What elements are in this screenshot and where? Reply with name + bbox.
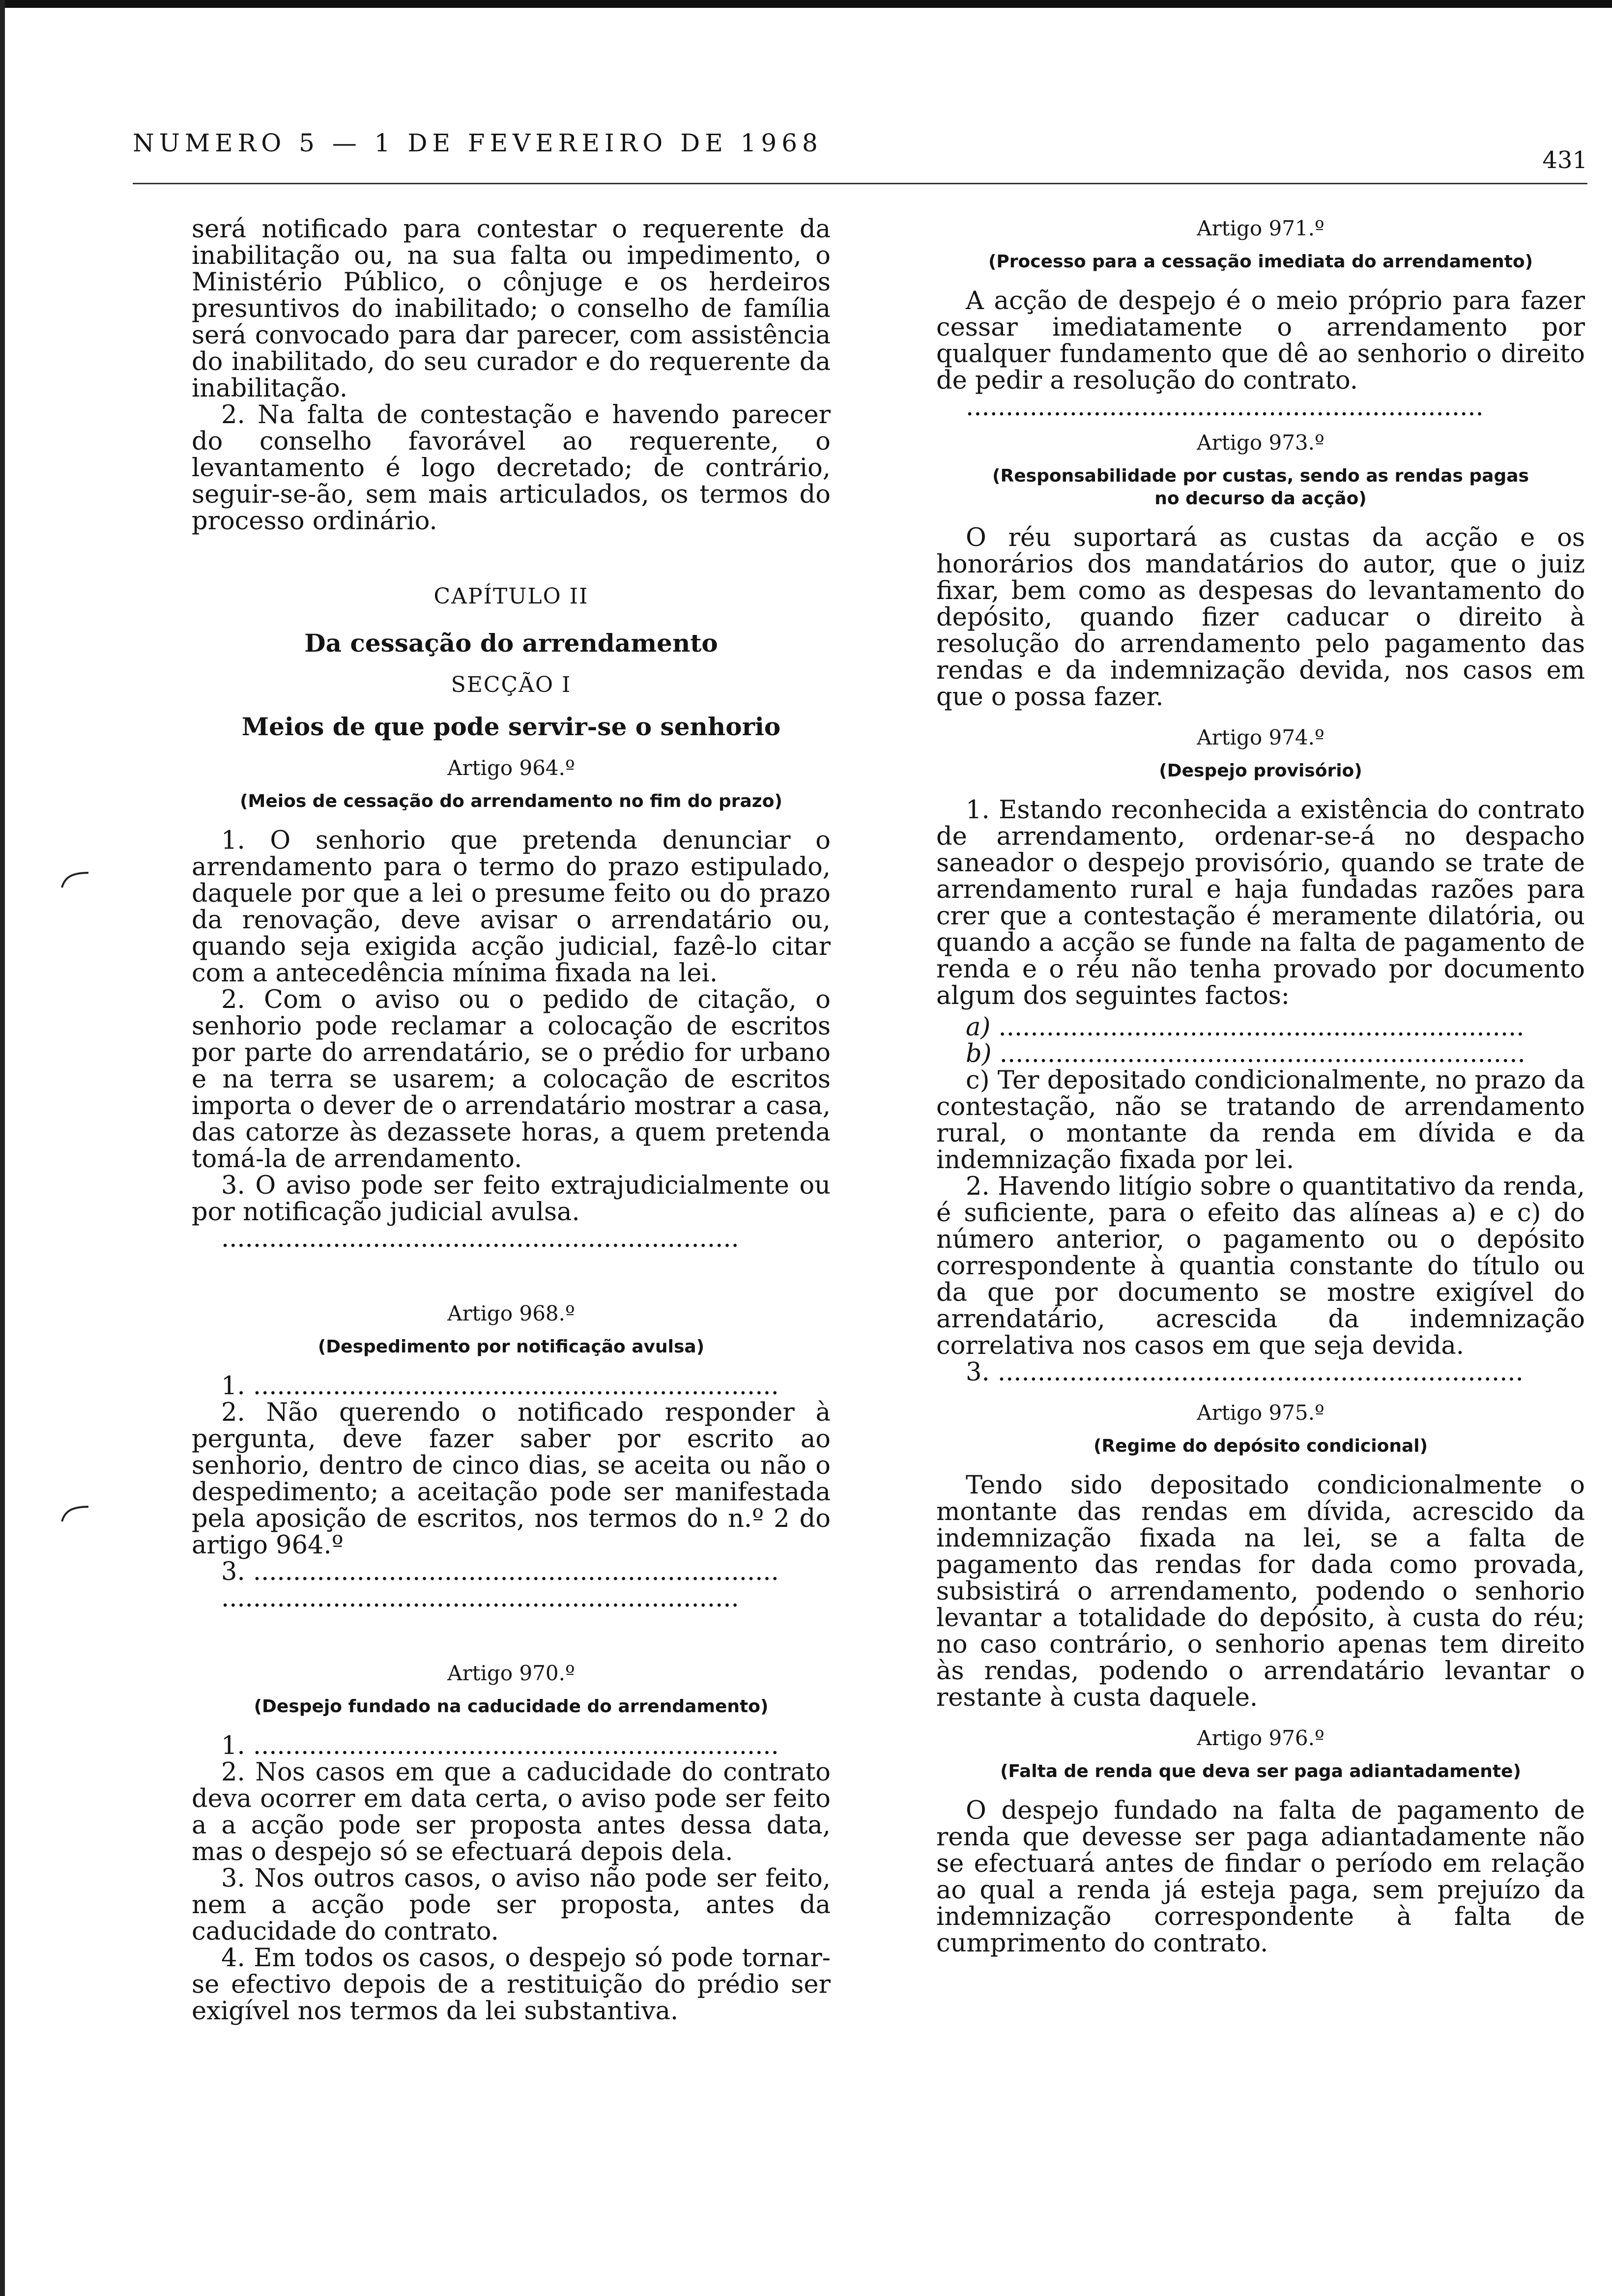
article-974-rubric: (Despejo provisório) — [1159, 761, 1362, 781]
item-number: 1. — [221, 1733, 245, 1759]
article-970-item-1: 1. .................................................................. — [192, 1733, 831, 1759]
article-968-label: Artigo 968.º — [447, 1301, 575, 1325]
article-976-rubric: (Falta de renda que deva ser paga adiantadamente) — [1000, 1761, 1521, 1781]
article-964-label: Artigo 964.º — [447, 756, 575, 780]
article-971-label: Artigo 971.º — [1197, 216, 1324, 240]
right-column — [936, 216, 1585, 1957]
article-970-paragraph-3: 3. Nos outros casos, o aviso não pode ser feito, nem a acção pode ser proposta, antes da caducidade do contrato. — [192, 1864, 831, 1946]
page-number: 431 — [1542, 146, 1587, 174]
header-rule — [133, 183, 1587, 184]
article-968-item-3: 3. .................................................................. — [192, 1559, 831, 1585]
omission-dots: ................................................................. — [966, 394, 1484, 421]
omission-dots: ................................................................. — [221, 1226, 739, 1252]
article-974-item-a: a) .................................................................. — [936, 1014, 1585, 1041]
item-number: 3. — [221, 1559, 245, 1585]
left-column — [192, 216, 831, 2025]
item-letter: b) — [966, 1041, 992, 1067]
article-970-rubric: (Despejo fundado na caducidade do arrendamento) — [254, 1696, 769, 1717]
article-970-paragraph-4: 4. Em todos os casos, o despejo só pode tornar-se efectivo depois de a restituição do prédio ser exigível nos termos da lei substantiva. — [192, 1944, 831, 2026]
article-971-rubric: (Processo para a cessação imediata do arrendamento) — [988, 252, 1533, 272]
article-964-rubric: (Meios de cessação do arrendamento no fim do prazo) — [240, 791, 782, 811]
article-974-item-3: 3. .................................................................. — [936, 1359, 1585, 1386]
section-label: SECÇÃO I — [451, 672, 572, 697]
article-976-paragraph-1: O despejo fundado na falta de pagamento de renda que devesse ser paga adiantadamente não se efectuará antes de findar o período em relação ao qual a renda já esteja paga, sem prejuízo da indemnização correspondente à falta de cumprimento do contrato. — [936, 1796, 1585, 1958]
article-964-paragraph-2: 2. Com o aviso ou o pedido de citação, o senhorio pode reclamar a colocação de escritos por parte do arrendatário, se o prédio for urbano e na terra se usarem; a colocação de escritos importa o dever de o arrendatário mostrar a casa, das catorze às dezassete horas, a quem pretenda tomá-la de arrendamento. — [192, 985, 831, 1174]
intro-paragraph-2: 2. Na falta de contestação e havendo parecer do conselho favorável ao requerente, o levantamento é logo decretado; de contrário, seguir-se-ão, sem mais articulados, os termos do processo ordinário. — [192, 401, 831, 536]
article-975-paragraph-1: Tendo sido depositado condicionalmente o montante das rendas em dívida, acrescido da indemnização fixada na lei, se a falta de pagamento das rendas for dada como provada, subsistirá o arrendamento, podendo o senhorio levantar a totalidade do depósito, à custa do réu; no caso contrário, o senhorio apenas tem direito às rendas, podendo o arrendatário levantar o restante à custa daquele. — [936, 1471, 1585, 1712]
article-975-rubric: (Regime do depósito condicional) — [1093, 1436, 1428, 1456]
section-title: Meios de que pode servir-se o senhorio — [241, 712, 781, 741]
article-974-item-b: b) .................................................................. — [936, 1041, 1585, 1067]
item-number: 1. — [221, 1373, 245, 1400]
chapter-label: CAPÍTULO II — [433, 584, 589, 609]
article-974-item-c: c) Ter depositado condicionalmente, no prazo da contestação, não se tratando de arrendamento rural, o montante da renda em dívida e da indemnização fixada por lei. — [936, 1066, 1585, 1175]
issue-title: NUMERO 5 — 1 DE FEVEREIRO DE 1968 — [133, 129, 823, 157]
article-974-label: Artigo 974.º — [1197, 725, 1324, 749]
article-971-paragraph-1: A acção de despejo é o meio próprio para fazer cessar imediatamente o arrendamento por qualquer fundamento que dê ao senhorio o direito de pedir a resolução do contrato. — [936, 287, 1585, 395]
item-letter: a) — [966, 1014, 991, 1041]
article-964-paragraph-1: 1. O senhorio que pretenda denunciar o arrendamento para o termo do prazo estipulado, daquele por que a lei o presume feito ou do prazo da renovação, deve avisar o arrendatário ou, quando seja exigida acção judicial, fazê-lo citar com a antecedência mínima fixada na lei. — [192, 826, 831, 988]
article-973-paragraph-1: O réu suportará as custas da acção e os honorários dos mandatários do autor, que o juiz fixar, bem como as despesas do levantamento do depósito, quando fizer caducar o direito à resolução do arrendamento pelo pagamento das rendas e da indemnização devida, nos casos em que o possa fazer. — [936, 523, 1585, 712]
article-973-rubric-line-1: (Responsabilidade por custas, sendo as rendas pagas — [992, 466, 1529, 486]
article-974-paragraph-2: 2. Havendo litígio sobre o quantitativo da renda, é suficiente, para o efeito das alíneas a) e c) do número anterior, o pagamento ou o depósito correspondente à quantia constante do título ou da que por documento se mostre exigível do arrendatário, acrescida da indemnização correlativa nos casos em que seja devida. — [936, 1172, 1585, 1360]
intro-paragraph-1: será notificado para contestar o requerente da inabilitação ou, na sua falta ou impedimento, o Ministério Público, o cônjuge e os herdeiros presuntivos do inabilitado; o conselho de família será convocado para dar parecer, com assistência do inabilitado, do seu curador e do requerente da inabilitação. — [192, 215, 831, 403]
article-973-rubric-line-2: no decurso da acção) — [1154, 488, 1367, 509]
scan-left-border — [0, 0, 5, 2296]
page-header — [133, 129, 1592, 173]
omission-dots: ................................................................. — [221, 1585, 739, 1612]
article-973-label: Artigo 973.º — [1197, 430, 1324, 455]
article-968-paragraph-2: 2. Não querendo o notificado responder à pergunta, deve fazer saber por escrito ao senhorio, dentro de cinco dias, se aceita ou não o despedimento; a aceitação pode ser manifestada pela aposição de escritos, nos termos do n.º 2 do artigo 964.º — [192, 1398, 831, 1560]
article-968-item-1: 1. .................................................................. — [192, 1373, 831, 1400]
article-975-label: Artigo 975.º — [1197, 1401, 1324, 1425]
article-974-paragraph-1: 1. Estando reconhecida a existência do contrato de arrendamento, ordenar-se-á no despacho saneador o despejo provisório, quando se trate de arrendamento rural e haja fundadas razões para crer que a contestação é meramente dilatória, ou quando a acção se funde na falta de pagamento de renda e o réu não tenha provado por documento algum dos seguintes factos: — [936, 796, 1585, 1010]
article-970-label: Artigo 970.º — [447, 1661, 575, 1685]
margin-mark-icon — [58, 870, 92, 890]
article-970-paragraph-2: 2. Nos casos em que a caducidade do contrato deva ocorrer em data certa, o aviso pode ser feito a a acção pode ser proposta antes dessa data, mas o despejo só se efectuará depois dela. — [192, 1758, 831, 1866]
scan-top-border — [0, 0, 1612, 8]
article-976-label: Artigo 976.º — [1197, 1726, 1324, 1750]
chapter-title: Da cessação do arrendamento — [304, 629, 718, 658]
article-968-rubric: (Despedimento por notificação avulsa) — [317, 1337, 705, 1357]
item-number: 3. — [966, 1359, 990, 1386]
margin-mark-icon — [58, 1504, 92, 1523]
article-964-paragraph-3: 3. O aviso pode ser feito extrajudicialmente ou por notificação judicial avulsa. — [192, 1171, 831, 1227]
